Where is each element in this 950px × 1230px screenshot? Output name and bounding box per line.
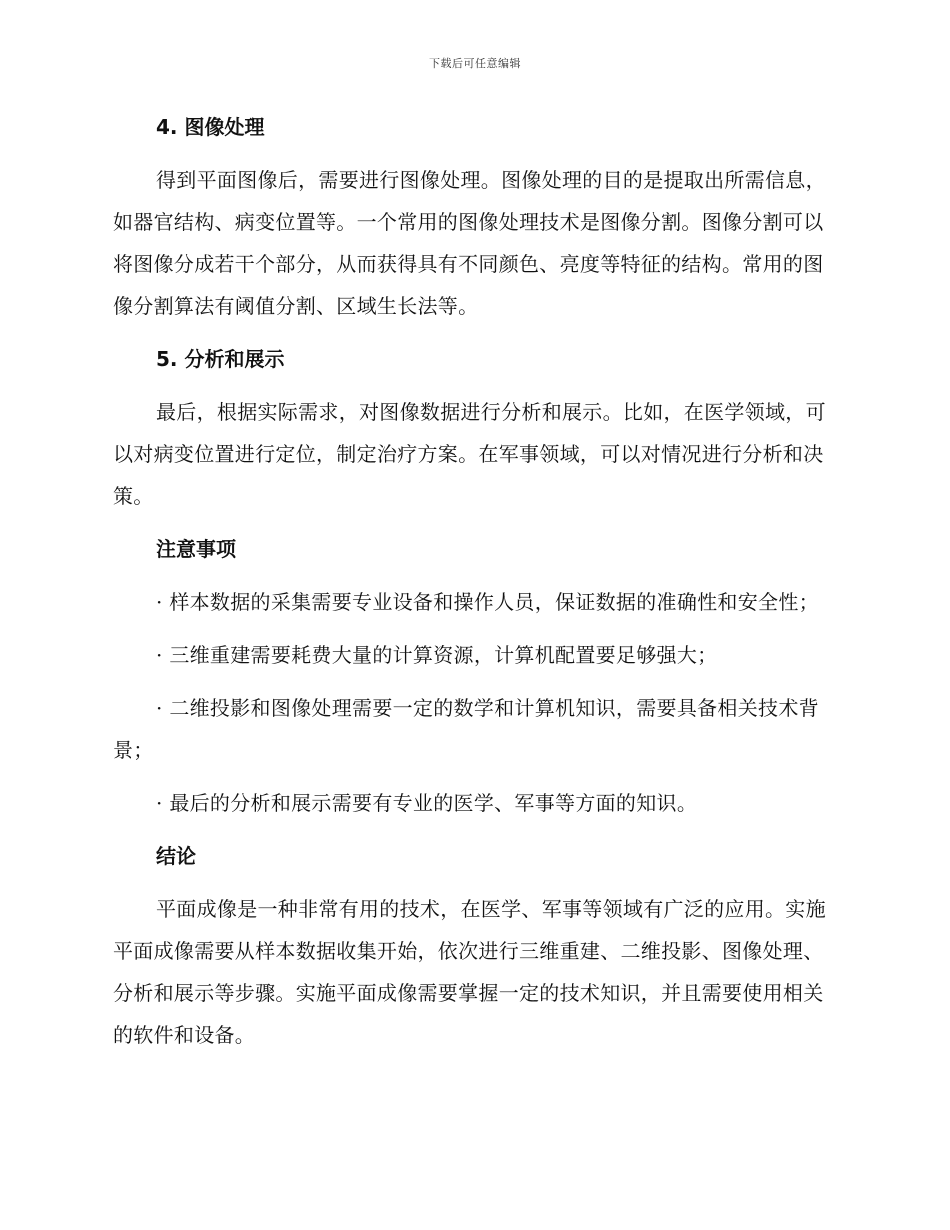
section-analysis-display — [113, 338, 833, 517]
section-heading: 结论 — [156, 844, 196, 868]
section-notes — [113, 528, 833, 824]
section-heading: 5. 分析和展示 — [156, 347, 285, 371]
paragraph: 平面成像是一种非常有用的技术，在医学、军事等领域有广泛的应用。实施平面成像需要从样本数据收集开始，依次进行三维重建、二维投影、图像处理、分析和展示等步骤。实施平面成像需要掌握一定的技术知识，并且需要使用相关的软件和设备。 — [113, 897, 826, 1047]
paragraph: 得到平面图像后，需要进行图像处理。图像处理的目的是提取出所需信息，如器官结构、病变位置等。一个常用的图像处理技术是图像分割。图像分割可以将图像分成若干个部分，从而获得具有不同颜色、亮度等特征的结构。常用的图像分割算法有阈值分割、区域生长法等。 — [113, 168, 826, 318]
list-item: · 最后的分析和展示需要有专业的医学、军事等方面的知识。 — [156, 791, 698, 815]
section-image-processing — [113, 106, 833, 327]
section-heading: 4. 图像处理 — [156, 115, 265, 139]
document-body — [113, 106, 833, 1056]
section-heading: 注意事项 — [156, 537, 236, 561]
paragraph: 最后，根据实际需求，对图像数据进行分析和展示。比如，在医学领域，可以对病变位置进行定位，制定治疗方案。在军事领域，可以对情况进行分析和决策。 — [113, 400, 826, 508]
section-conclusion — [113, 835, 833, 1056]
list-item: · 二维投影和图像处理需要一定的数学和计算机知识，需要具备相关技术背景； — [113, 696, 819, 762]
list-item: · 样本数据的采集需要专业设备和操作人员，保证数据的准确性和安全性； — [156, 590, 819, 614]
list-item: · 三维重建需要耗费大量的计算资源，计算机配置要足够强大； — [156, 643, 718, 667]
page-header: 下载后可任意编辑 — [429, 57, 521, 70]
